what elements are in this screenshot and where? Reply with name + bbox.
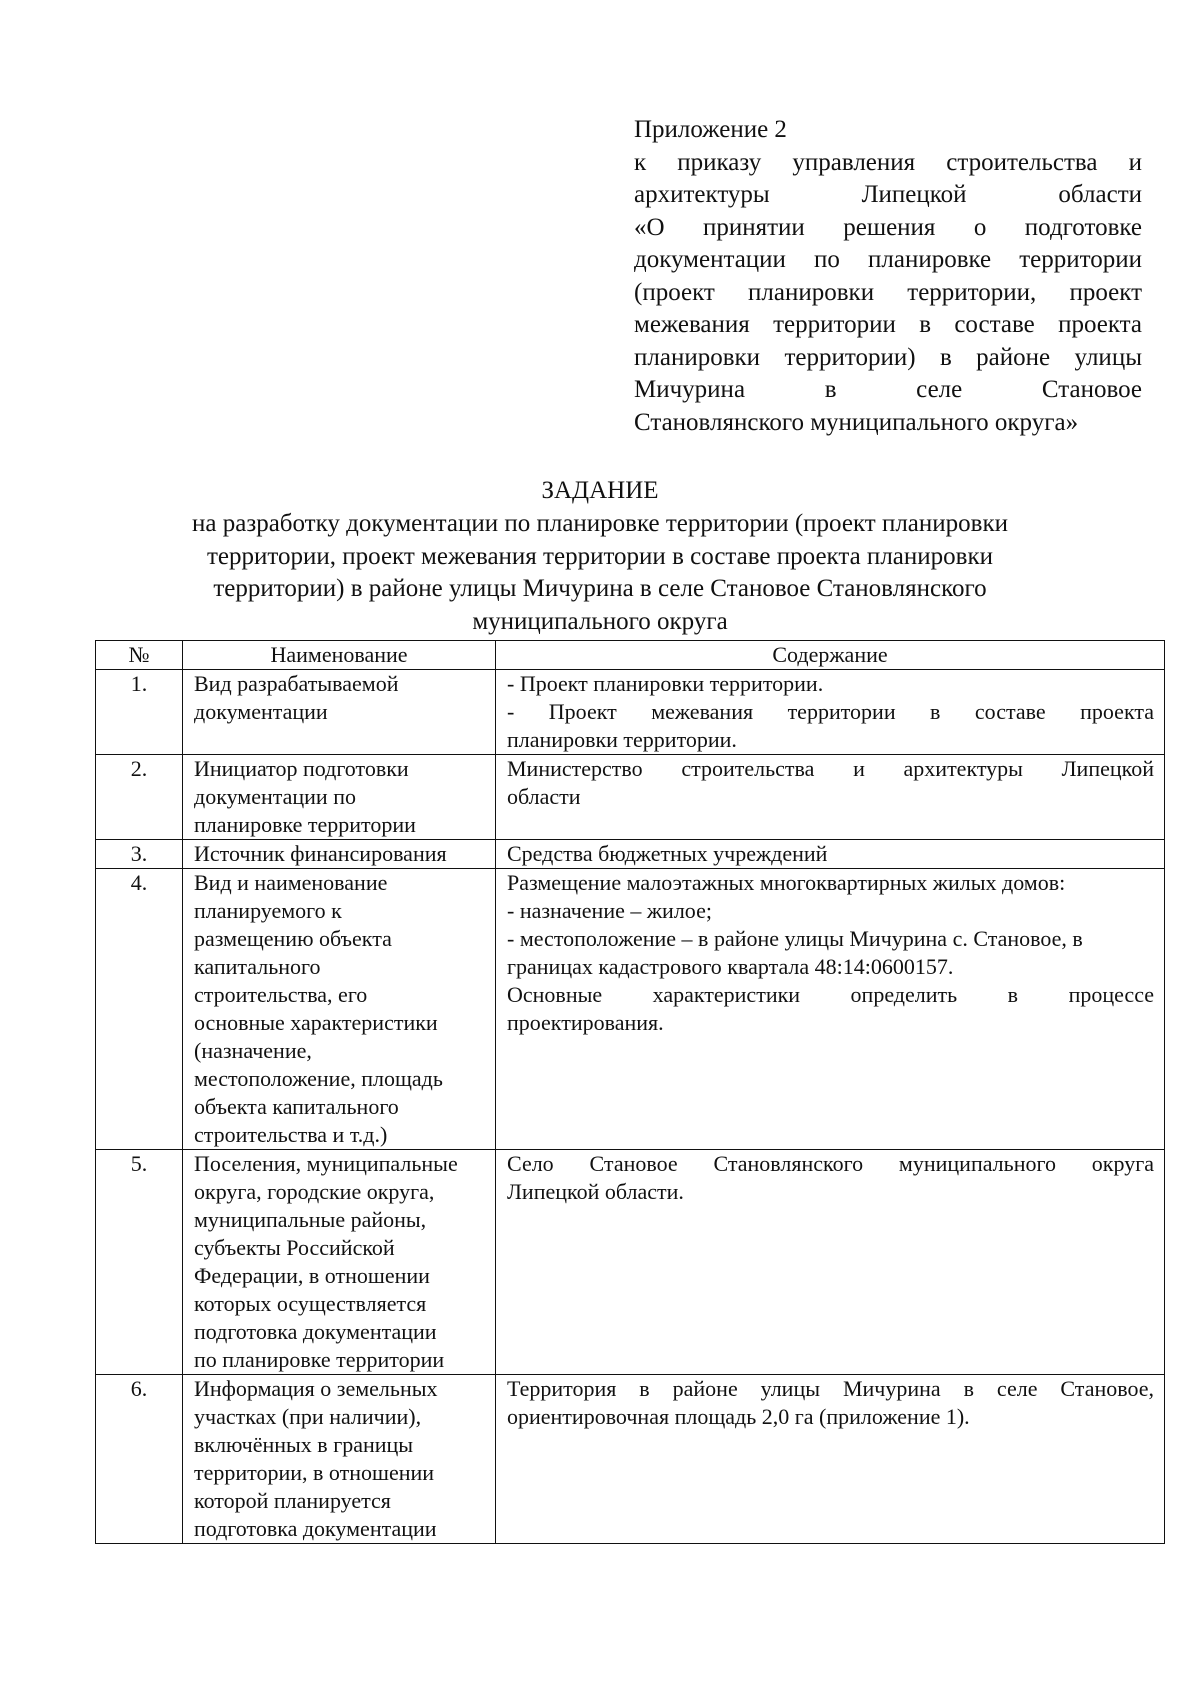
name-line: планируемого к: [194, 898, 342, 923]
content-line: области: [507, 784, 581, 809]
name-line: муниципальные районы,: [194, 1207, 427, 1232]
content-line: планировки территории.: [507, 727, 737, 752]
name-line: капитального: [194, 954, 321, 979]
appendix-line: документации по планировке территории: [634, 246, 1142, 273]
name-line: объекта капитального: [194, 1094, 399, 1119]
content-line: - назначение – жилое;: [507, 898, 712, 923]
row-number: 3.: [96, 840, 183, 869]
content-line: Село Становое Становлянского муниципального округа: [507, 1151, 1154, 1176]
row-name: [183, 1150, 496, 1375]
name-line: участках (при наличии),: [194, 1404, 422, 1429]
row-name: [183, 670, 496, 755]
table-row: [96, 670, 1165, 755]
appendix-line: Приложение 2: [634, 116, 787, 143]
header-name: Наименование: [183, 641, 496, 670]
name-line: Информация о земельных: [194, 1376, 438, 1401]
name-line: строительства и т.д.): [194, 1122, 388, 1147]
appendix-line: планировки территории) в районе улицы: [634, 343, 1142, 371]
content-line: Территория в районе улицы Мичурина в селе Становое,: [507, 1376, 1154, 1401]
name-line: строительства, его: [194, 982, 368, 1007]
content-line: ориентировочная площадь 2,0 га (приложение 1).: [507, 1404, 970, 1429]
requirements-table: [95, 640, 1165, 1544]
table-row: [96, 1150, 1165, 1375]
row-content: [496, 869, 1165, 1150]
name-line: подготовка документации: [194, 1516, 437, 1541]
name-line: которой планируется: [194, 1488, 391, 1513]
name-line: планировке территории: [194, 812, 416, 837]
name-line: подготовка документации: [194, 1319, 437, 1344]
content-line: - Проект межевания территории в составе проекта: [507, 699, 1154, 724]
subtitle-line: на разработку документации по планировке территории (проект планировки: [192, 510, 1008, 537]
document-subtitle: [0, 508, 1200, 638]
name-line: Вид разрабатываемой: [194, 671, 399, 696]
row-content: [496, 1375, 1165, 1544]
row-number: 5.: [96, 1150, 183, 1375]
name-line: Вид и наименование: [194, 870, 388, 895]
appendix-line: Мичурина в селе Становое: [634, 376, 1142, 403]
row-name: [183, 755, 496, 840]
row-content: [496, 755, 1165, 840]
appendix-line: архитектуры Липецкой области: [634, 181, 1142, 208]
content-line: - Проект планировки территории.: [507, 671, 824, 696]
appendix-line: (проект планировки территории, проект: [634, 278, 1142, 306]
appendix-header: [634, 114, 1142, 439]
name-line: Инициатор подготовки: [194, 756, 409, 781]
table-row: [96, 840, 1165, 869]
appendix-line: «О принятии решения о подготовке: [634, 213, 1142, 241]
content-line: Липецкой области.: [507, 1179, 684, 1204]
content-line: границах кадастрового квартала 48:14:0600157.: [507, 954, 954, 979]
content-line: Размещение малоэтажных многоквартирных жилых домов:: [507, 870, 1066, 895]
table-row: [96, 1375, 1165, 1544]
header-number: №: [96, 641, 183, 670]
name-line: по планировке территории: [194, 1347, 445, 1372]
appendix-line: к приказу управления строительства и: [634, 148, 1142, 176]
name-line: включённых в границы: [194, 1432, 414, 1457]
name-line: местоположение, площадь: [194, 1066, 443, 1091]
row-content: [496, 670, 1165, 755]
name-line: размещению объекта: [194, 926, 392, 951]
content-line: проектирования.: [507, 1010, 664, 1035]
row-content: [496, 1150, 1165, 1375]
row-number: 1.: [96, 670, 183, 755]
name-line: Федерации, в отношении: [194, 1263, 430, 1288]
subtitle-line: территории) в районе улицы Мичурина в селе Становое Становлянского: [213, 575, 987, 602]
row-number: 4.: [96, 869, 183, 1150]
appendix-line: межевания территории в составе проекта: [634, 311, 1142, 338]
name-line: Источник финансирования: [194, 841, 447, 866]
table-header-row: [96, 641, 1165, 670]
row-content: [496, 840, 1165, 869]
subtitle-line: территории, проект межевания территории в составе проекта планировки: [207, 542, 993, 570]
row-name: [183, 840, 496, 869]
name-line: документации: [194, 699, 328, 724]
table-row: [96, 755, 1165, 840]
name-line: Поселения, муниципальные: [194, 1151, 458, 1176]
name-line: документации по: [194, 784, 356, 809]
row-name: [183, 869, 496, 1150]
name-line: основные характеристики: [194, 1010, 438, 1035]
content-line: Основные характеристики определить в процессе: [507, 982, 1154, 1007]
content-line: Средства бюджетных учреждений: [507, 841, 828, 866]
name-line: (назначение,: [194, 1038, 312, 1063]
document-title: ЗАДАНИЕ: [541, 477, 659, 504]
row-name: [183, 1375, 496, 1544]
name-line: которых осуществляется: [194, 1291, 427, 1316]
subtitle-line: муниципального округа: [472, 607, 728, 635]
name-line: округа, городские округа,: [194, 1179, 435, 1204]
name-line: субъекты Российской: [194, 1235, 395, 1260]
appendix-line: Становлянского муниципального округа»: [634, 408, 1079, 436]
header-content: Содержание: [496, 641, 1165, 670]
row-number: 2.: [96, 755, 183, 840]
row-number: 6.: [96, 1375, 183, 1544]
name-line: территории, в отношении: [194, 1460, 435, 1485]
content-line: Министерство строительства и архитектуры Липецкой: [507, 756, 1154, 781]
table-row: [96, 869, 1165, 1150]
content-line: - местоположение – в районе улицы Мичурина с. Становое, в: [507, 926, 1083, 951]
